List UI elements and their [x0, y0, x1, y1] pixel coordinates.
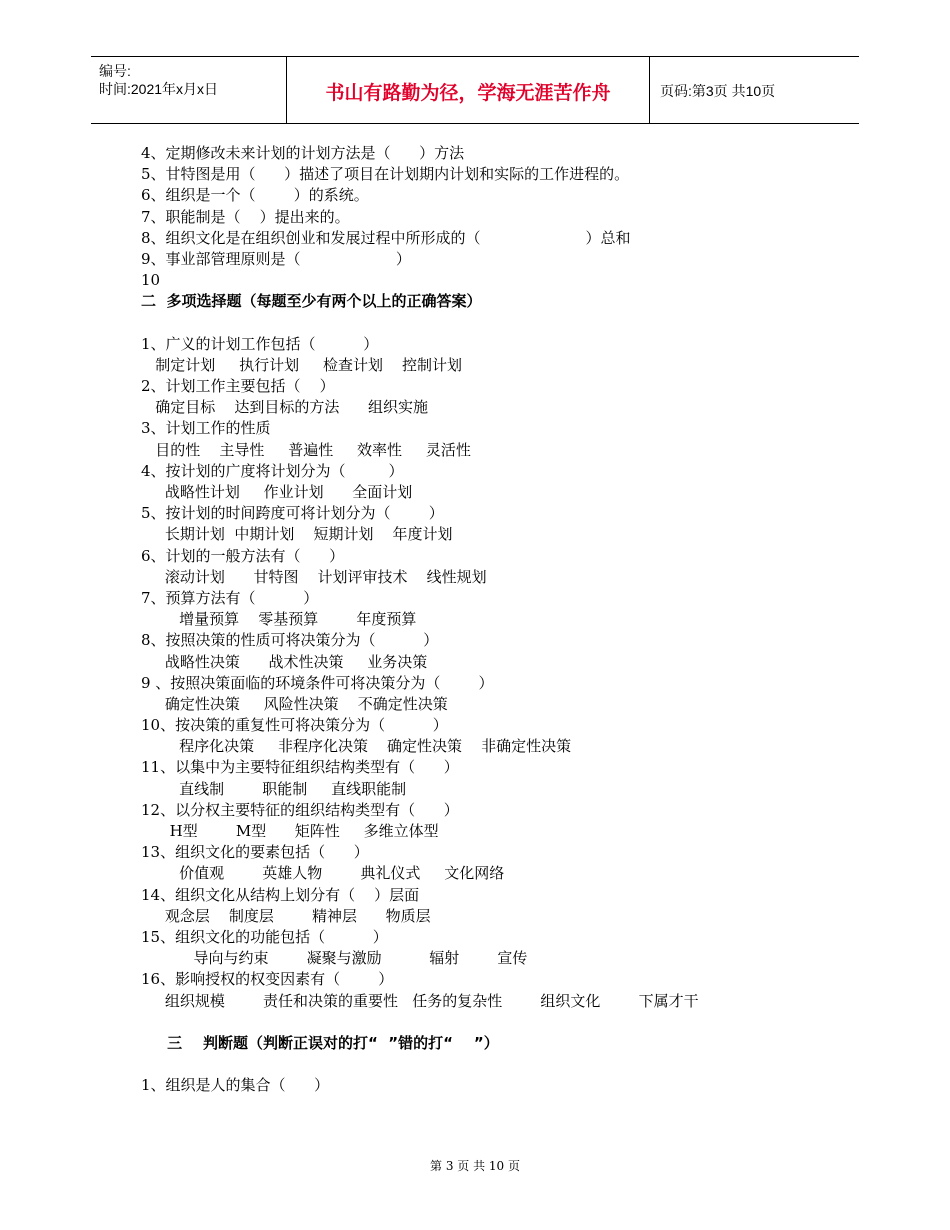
text-line: 长期计划 中期计划 短期计划 年度计划	[141, 525, 453, 544]
text-line: 8、组织文化是在组织创业和发展过程中所形成的（ ）总和	[141, 228, 631, 247]
text-line: 直线制 职能制 直线职能制	[141, 779, 407, 798]
text-line: 组织规模 责任和决策的重要性 任务的复杂性 组织文化 下属才干	[141, 991, 699, 1010]
text-line: 滚动计划 甘特图 计划评审技术 线性规划	[141, 567, 487, 586]
header-motto-cell	[287, 57, 650, 123]
text-line	[141, 313, 841, 334]
text-line: 战略性计划 作业计划 全面计划	[141, 483, 413, 501]
text-line: 1、广义的计划工作包括（ ）	[141, 334, 379, 353]
text-line: 程序化决策 非程序化决策 确定性决策 非确定性决策	[141, 737, 572, 756]
text-line: 10	[141, 271, 161, 290]
text-line: 13、组织文化的要素包括（ ）	[141, 843, 369, 862]
text-line	[141, 1012, 841, 1033]
text-line: 确定目标 达到目标的方法 组织实施	[141, 398, 428, 417]
text-line: 价值观 英雄人物 典礼仪式 文化网络	[141, 864, 505, 883]
text-line: 4、按计划的广度将计划分为（ ）	[141, 461, 404, 480]
text-line: 7、预算方法有（ ）	[141, 588, 319, 607]
text-line: 1、组织是人的集合（ ）	[141, 1076, 330, 1095]
text-line: 8、按照决策的性质可将决策分为（ ）	[141, 631, 439, 650]
text-line: 2、计划工作主要包括（ ）	[141, 377, 335, 396]
time-label: 时间:2021年x月x日	[99, 81, 219, 97]
text-line: 导向与约束 凝聚与激励 辐射 宣传	[141, 949, 528, 968]
text-line: 5、甘特图是用（ ）描述了项目在计划期内计划和实际的工作进程的。	[141, 165, 630, 184]
text-line: 9 、按照决策面临的环境条件可将决策分为（ ）	[141, 673, 494, 692]
section-heading: 二 多项选择题（每题至少有两个以上的正确答案）	[141, 292, 482, 311]
text-line: 10、按决策的重复性可将决策分为（ ）	[141, 716, 448, 735]
section-heading: 三 判断题（判断正误对的打“ ”错的打“ ”）	[141, 1033, 499, 1052]
text-line: 目的性 主导性 普遍性 效率性 灵活性	[141, 440, 471, 459]
text-line: 制定计划 执行计划 检查计划 控制计划	[141, 355, 463, 374]
text-line: 16、影响授权的权变因素有（ ）	[141, 970, 394, 989]
text-line: 14、组织文化从结构上划分有（ ）层面	[141, 885, 420, 904]
text-line: 3、计划工作的性质	[141, 419, 271, 438]
text-line: H型 M型 矩阵性 多维立体型	[141, 822, 439, 840]
text-line: 15、组织文化的功能包括（ ）	[141, 927, 388, 946]
page-footer: 第 3 页 共 10 页	[430, 1159, 520, 1173]
page-label: 页码:第3页 共10页	[660, 83, 776, 99]
text-line: 6、组织是一个（ ）的系统。	[141, 186, 369, 205]
text-line: 5、按计划的时间跨度可将计划分为（ ）	[141, 504, 444, 523]
header-page-cell	[650, 57, 859, 123]
text-line: 6、计划的一般方法有（ ）	[141, 546, 345, 565]
document-body	[141, 143, 841, 1096]
text-line: 12、以分权主要特征的组织结构类型有（ ）	[141, 800, 459, 819]
text-line: 7、职能制是（ ）提出来的。	[141, 207, 350, 226]
text-line: 确定性决策 风险性决策 不确定性决策	[141, 694, 448, 713]
text-line: 9、事业部管理原则是（ ）	[141, 249, 411, 268]
text-line: 增量预算 零基预算 年度预算	[141, 610, 417, 629]
text-line: 战略性决策 战术性决策 业务决策	[141, 652, 428, 671]
text-line: 4、定期修改未来计划的计划方法是（ ）方法	[141, 144, 465, 162]
header-info-cell	[91, 57, 287, 123]
number-label: 编号:	[99, 63, 131, 79]
text-line	[141, 1054, 841, 1075]
text-line: 11、以集中为主要特征组织结构类型有（ ）	[141, 758, 459, 777]
motto-text: 书山有路勤为径，学海无涯苦作舟	[325, 82, 611, 104]
page-header	[91, 56, 859, 124]
text-line: 观念层 制度层 精神层 物质层	[141, 906, 431, 925]
